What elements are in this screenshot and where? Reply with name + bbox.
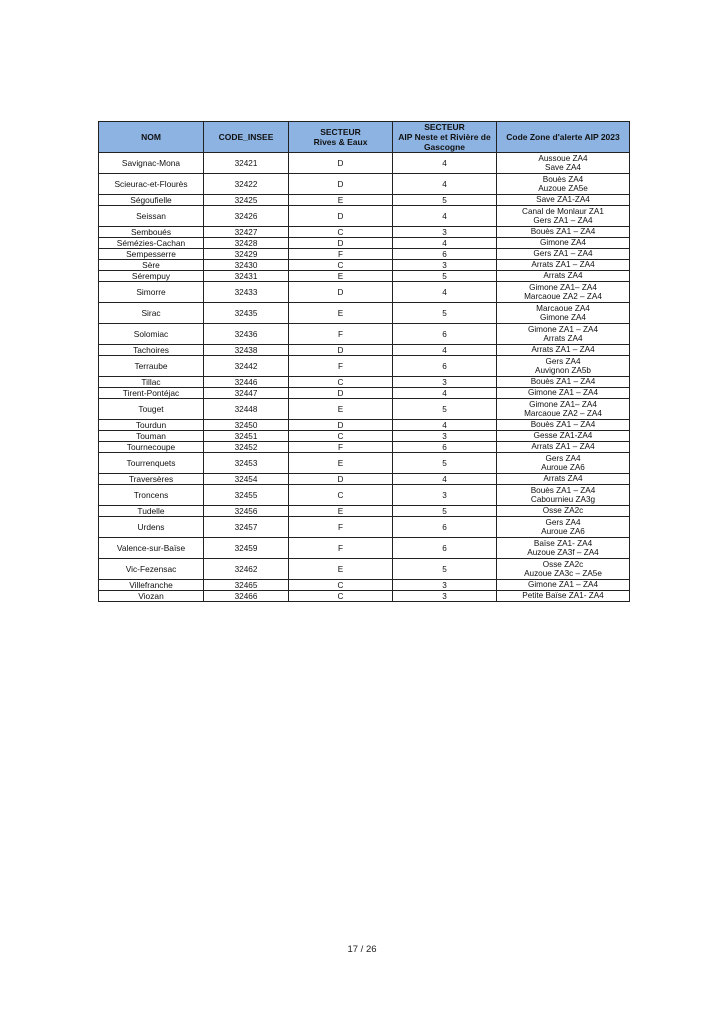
cell-code-zone — [497, 538, 630, 559]
cell-nom: Vic-Fezensac — [99, 559, 204, 580]
table-row — [99, 388, 630, 399]
cell-code-zone — [497, 442, 630, 453]
zone-line: Arrats ZA1 – ZA4 — [531, 260, 595, 270]
cell-secteur-aip: 4 — [393, 345, 497, 356]
commune-table — [98, 121, 630, 602]
zone-line: Bouès ZA1 – ZA4 — [530, 420, 596, 430]
cell-code-insee: 32457 — [204, 517, 289, 538]
table-row — [99, 271, 630, 282]
cell-code-insee: 32431 — [204, 271, 289, 282]
cell-nom: Savignac-Mona — [99, 153, 204, 174]
cell-nom: Tillac — [99, 377, 204, 388]
table-row — [99, 356, 630, 377]
cell-nom: Scieurac-et-Flourès — [99, 174, 204, 195]
cell-nom: Seissan — [99, 206, 204, 227]
zone-line: Marcaoue ZA4 — [536, 303, 590, 313]
cell-secteur-aip: 4 — [393, 238, 497, 249]
cell-secteur-aip: 5 — [393, 506, 497, 517]
zone-line: Baïse ZA1- ZA4 — [533, 538, 593, 548]
cell-secteur-rives: D — [289, 206, 393, 227]
cell-code-zone — [497, 356, 630, 377]
table-row — [99, 377, 630, 388]
cell-code-insee: 32433 — [204, 282, 289, 303]
cell-nom: Tourrenquets — [99, 453, 204, 474]
cell-code-insee: 32459 — [204, 538, 289, 559]
cell-code-zone — [497, 249, 630, 260]
cell-code-zone — [497, 324, 630, 345]
cell-nom: Tachoires — [99, 345, 204, 356]
zone-line: Auroue ZA6 — [541, 463, 585, 472]
cell-secteur-aip: 4 — [393, 206, 497, 227]
cell-secteur-rives: C — [289, 377, 393, 388]
cell-code-zone — [497, 420, 630, 431]
cell-secteur-aip: 4 — [393, 174, 497, 195]
cell-secteur-aip: 4 — [393, 282, 497, 303]
cell-secteur-aip: 3 — [393, 580, 497, 591]
zone-line: Save ZA4 — [545, 163, 581, 172]
cell-secteur-aip: 3 — [393, 377, 497, 388]
cell-code-zone — [497, 474, 630, 485]
zone-line: Arrats ZA4 — [543, 271, 583, 281]
table-row — [99, 559, 630, 580]
cell-secteur-aip: 4 — [393, 420, 497, 431]
cell-code-zone — [497, 559, 630, 580]
cell-secteur-rives: F — [289, 517, 393, 538]
cell-secteur-rives: C — [289, 431, 393, 442]
cell-nom: Villefranche — [99, 580, 204, 591]
cell-secteur-rives: E — [289, 399, 393, 420]
table-row — [99, 517, 630, 538]
table-row — [99, 249, 630, 260]
cell-nom: Semboués — [99, 227, 204, 238]
cell-code-zone — [497, 580, 630, 591]
page-number: 17 / 26 — [347, 944, 377, 955]
cell-code-zone — [497, 431, 630, 442]
zone-line: Auroue ZA6 — [541, 527, 585, 536]
cell-secteur-aip: 4 — [393, 153, 497, 174]
cell-secteur-rives: D — [289, 388, 393, 399]
cell-nom: Tourdun — [99, 420, 204, 431]
cell-code-insee: 32446 — [204, 377, 289, 388]
zone-line: Marcaoue ZA2 – ZA4 — [524, 409, 602, 418]
table-row — [99, 474, 630, 485]
cell-secteur-aip: 6 — [393, 324, 497, 345]
cell-code-insee: 32438 — [204, 345, 289, 356]
cell-nom: Troncens — [99, 485, 204, 506]
cell-secteur-rives: F — [289, 324, 393, 345]
cell-secteur-aip: 5 — [393, 559, 497, 580]
cell-code-insee: 32456 — [204, 506, 289, 517]
cell-code-insee: 32450 — [204, 420, 289, 431]
zone-line: Osse ZA2c — [542, 506, 584, 516]
table-row — [99, 227, 630, 238]
cell-code-insee: 32465 — [204, 580, 289, 591]
cell-code-insee: 32462 — [204, 559, 289, 580]
cell-nom: Terraube — [99, 356, 204, 377]
cell-code-insee: 32425 — [204, 195, 289, 206]
cell-code-insee: 32422 — [204, 174, 289, 195]
cell-secteur-aip: 6 — [393, 442, 497, 453]
table-row — [99, 506, 630, 517]
zone-line: Gimone ZA1 – ZA4 — [527, 580, 599, 590]
cell-secteur-rives: D — [289, 153, 393, 174]
table-row — [99, 591, 630, 602]
header-secteur-rives: SECTEUR Rives & Eaux — [289, 122, 393, 153]
cell-code-zone — [497, 399, 630, 420]
cell-secteur-aip: 5 — [393, 453, 497, 474]
cell-code-zone — [497, 517, 630, 538]
zone-line: Petite Baïse ZA1- ZA4 — [522, 591, 604, 601]
table-row — [99, 431, 630, 442]
cell-code-insee: 32428 — [204, 238, 289, 249]
cell-code-insee: 32435 — [204, 303, 289, 324]
cell-code-insee: 32447 — [204, 388, 289, 399]
zone-line: Gimone ZA1 – ZA4 — [527, 388, 599, 398]
cell-code-insee: 32453 — [204, 453, 289, 474]
cell-code-zone — [497, 506, 630, 517]
cell-code-zone — [497, 388, 630, 399]
table-row — [99, 399, 630, 420]
zone-line: Gers ZA4 — [545, 517, 581, 527]
cell-code-insee: 32429 — [204, 249, 289, 260]
cell-secteur-rives: F — [289, 538, 393, 559]
cell-secteur-rives: E — [289, 303, 393, 324]
table-row — [99, 420, 630, 431]
zone-line: Auzoue ZA5e — [538, 184, 588, 193]
table-row — [99, 238, 630, 249]
zone-line: Auvignon ZA5b — [535, 366, 591, 375]
cell-nom: Tirent-Pontéjac — [99, 388, 204, 399]
cell-nom: Valence-sur-Baïse — [99, 538, 204, 559]
table-row — [99, 442, 630, 453]
cell-secteur-rives: E — [289, 271, 393, 282]
table-row — [99, 324, 630, 345]
cell-code-zone — [497, 271, 630, 282]
header-nom: NOM — [99, 122, 204, 153]
cell-secteur-rives: F — [289, 356, 393, 377]
zone-line: Gimone ZA1– ZA4 — [529, 399, 597, 409]
table-row — [99, 195, 630, 206]
zone-line: Arrats ZA1 – ZA4 — [531, 442, 595, 452]
cell-nom: Tudelle — [99, 506, 204, 517]
zone-line: Auzoue ZA3f – ZA4 — [527, 548, 599, 557]
cell-secteur-rives: D — [289, 174, 393, 195]
cell-secteur-aip: 6 — [393, 249, 497, 260]
table-row — [99, 282, 630, 303]
cell-nom: Urdens — [99, 517, 204, 538]
cell-code-zone — [497, 377, 630, 388]
zone-line: Gimone ZA4 — [540, 238, 586, 248]
zone-line: Gers ZA4 — [545, 356, 581, 366]
cell-code-insee: 32451 — [204, 431, 289, 442]
cell-secteur-rives: D — [289, 345, 393, 356]
cell-secteur-aip: 3 — [393, 485, 497, 506]
table-row — [99, 453, 630, 474]
cell-secteur-rives: E — [289, 559, 393, 580]
header-secteur-aip: SECTEUR AIP Neste et Rivière de Gascogne — [393, 122, 497, 153]
cell-code-insee: 32421 — [204, 153, 289, 174]
cell-nom: Touman — [99, 431, 204, 442]
cell-secteur-aip: 5 — [393, 399, 497, 420]
cell-code-zone — [497, 282, 630, 303]
cell-secteur-rives: C — [289, 227, 393, 238]
cell-secteur-rives: C — [289, 260, 393, 271]
cell-nom: Traversères — [99, 474, 204, 485]
zone-line: Bouès ZA1 – ZA4 — [530, 227, 596, 237]
cell-code-insee: 32466 — [204, 591, 289, 602]
zone-line: Save ZA1-ZA4 — [536, 195, 590, 205]
zone-line: Gers ZA1 – ZA4 — [533, 249, 593, 259]
zone-line: Aussoue ZA4 — [538, 153, 588, 163]
zone-line: Cabournieu ZA3g — [530, 495, 596, 504]
cell-secteur-rives: F — [289, 249, 393, 260]
header-code-zone: Code Zone d'alerte AIP 2023 — [497, 122, 630, 153]
cell-code-insee: 32448 — [204, 399, 289, 420]
cell-secteur-aip: 5 — [393, 195, 497, 206]
cell-secteur-aip: 3 — [393, 227, 497, 238]
cell-nom: Solomiac — [99, 324, 204, 345]
cell-nom: Tournecoupe — [99, 442, 204, 453]
cell-secteur-aip: 4 — [393, 388, 497, 399]
cell-secteur-rives: D — [289, 474, 393, 485]
zone-line: Bouès ZA1 – ZA4 — [530, 485, 596, 495]
cell-code-zone — [497, 591, 630, 602]
cell-code-insee: 32427 — [204, 227, 289, 238]
cell-nom: Simorre — [99, 282, 204, 303]
table-row — [99, 485, 630, 506]
zone-line: Gesse ZA1-ZA4 — [533, 431, 593, 441]
cell-nom: Viozan — [99, 591, 204, 602]
table-header-row — [99, 122, 630, 153]
cell-secteur-rives: E — [289, 195, 393, 206]
cell-code-zone — [497, 174, 630, 195]
cell-secteur-rives: D — [289, 282, 393, 303]
cell-secteur-rives: E — [289, 506, 393, 517]
zone-line: Gimone ZA4 — [540, 313, 586, 322]
table-row — [99, 153, 630, 174]
cell-secteur-rives: C — [289, 485, 393, 506]
zone-line: Arrats ZA4 — [543, 334, 583, 343]
cell-nom: Sère — [99, 260, 204, 271]
cell-secteur-rives: D — [289, 238, 393, 249]
cell-nom: Sérempuy — [99, 271, 204, 282]
table-row — [99, 260, 630, 271]
zone-line: Marcaoue ZA2 – ZA4 — [524, 292, 602, 301]
cell-code-zone — [497, 227, 630, 238]
cell-code-insee: 32430 — [204, 260, 289, 271]
table-row — [99, 345, 630, 356]
cell-nom: Sempesserre — [99, 249, 204, 260]
zone-line: Auzoue ZA3c – ZA5e — [524, 569, 602, 578]
zone-line: Gers ZA1 – ZA4 — [533, 216, 593, 225]
cell-code-insee: 32426 — [204, 206, 289, 227]
cell-code-zone — [497, 260, 630, 271]
zone-line: Gimone ZA1– ZA4 — [529, 282, 597, 292]
cell-code-insee: 32442 — [204, 356, 289, 377]
cell-nom: Touget — [99, 399, 204, 420]
zone-line: Osse ZA2c — [542, 559, 584, 569]
cell-secteur-rives: C — [289, 591, 393, 602]
cell-code-insee: 32454 — [204, 474, 289, 485]
cell-secteur-aip: 3 — [393, 591, 497, 602]
table-row — [99, 303, 630, 324]
cell-secteur-rives: C — [289, 580, 393, 591]
cell-secteur-aip: 6 — [393, 356, 497, 377]
cell-code-insee: 32452 — [204, 442, 289, 453]
zone-line: Gers ZA4 — [545, 453, 581, 463]
cell-secteur-aip: 4 — [393, 474, 497, 485]
zone-line: Gimone ZA1 – ZA4 — [527, 324, 599, 334]
cell-code-zone — [497, 453, 630, 474]
cell-secteur-aip: 5 — [393, 271, 497, 282]
table-row — [99, 580, 630, 591]
cell-secteur-rives: E — [289, 453, 393, 474]
cell-code-insee: 32436 — [204, 324, 289, 345]
header-code-insee: CODE_INSEE — [204, 122, 289, 153]
table-row — [99, 174, 630, 195]
cell-code-zone — [497, 303, 630, 324]
cell-code-insee: 32455 — [204, 485, 289, 506]
cell-secteur-aip: 6 — [393, 538, 497, 559]
cell-secteur-aip: 5 — [393, 303, 497, 324]
cell-code-zone — [497, 153, 630, 174]
cell-code-zone — [497, 485, 630, 506]
cell-nom: Sémézies-Cachan — [99, 238, 204, 249]
zone-line: Bouès ZA4 — [542, 174, 584, 184]
table-body — [99, 153, 630, 602]
zone-line: Arrats ZA1 – ZA4 — [531, 345, 595, 355]
cell-secteur-aip: 6 — [393, 517, 497, 538]
cell-secteur-aip: 3 — [393, 431, 497, 442]
cell-code-zone — [497, 238, 630, 249]
cell-code-zone — [497, 195, 630, 206]
zone-line: Canal de Monlaur ZA1 — [522, 206, 604, 216]
cell-secteur-rives: D — [289, 420, 393, 431]
cell-secteur-aip: 3 — [393, 260, 497, 271]
cell-nom: Sirac — [99, 303, 204, 324]
cell-code-zone — [497, 206, 630, 227]
table-row — [99, 538, 630, 559]
zone-line: Bouès ZA1 – ZA4 — [530, 377, 596, 387]
cell-secteur-rives: F — [289, 442, 393, 453]
cell-code-zone — [497, 345, 630, 356]
table-row — [99, 206, 630, 227]
cell-nom: Ségoufielle — [99, 195, 204, 206]
zone-line: Arrats ZA4 — [543, 474, 583, 484]
